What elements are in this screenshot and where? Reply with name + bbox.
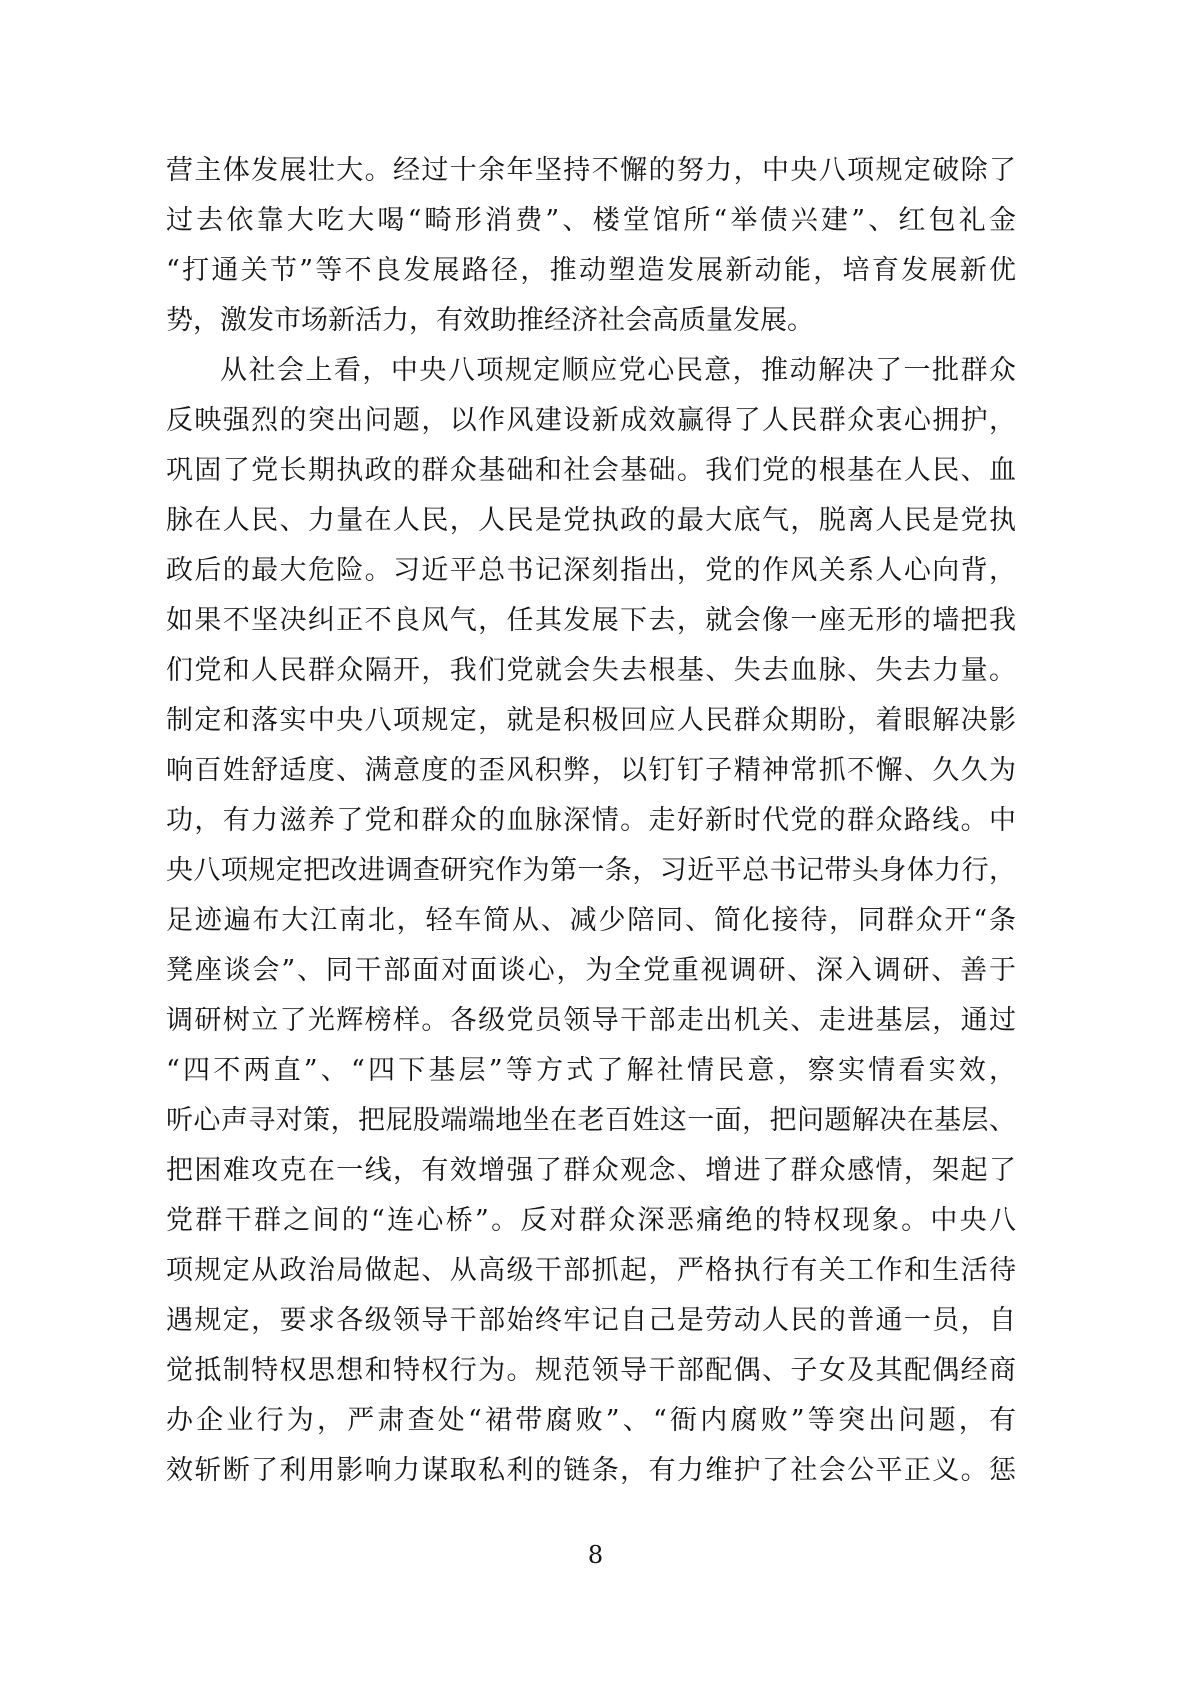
text-line: 过去依靠大吃大喝“畸形消费”、楼堂馆所“举债兴建”、红包礼金	[166, 205, 1016, 236]
text-line: 制定和落实中央八项规定，就是积极回应人民群众期盼，着眼解决影	[166, 705, 1016, 736]
text-line: 政后的最大危险。习近平总书记深刻指出，党的作风关系人心向背，	[166, 555, 1016, 586]
text-line: 巩固了党长期执政的群众基础和社会基础。我们党的根基在人民、血	[166, 455, 1016, 486]
document-body	[166, 146, 1016, 1496]
text-line: 功，有力滋养了党和群众的血脉深情。走好新时代党的群众路线。中	[166, 805, 1016, 836]
paragraph	[166, 346, 1016, 1496]
text-line: 遇规定，要求各级领导干部始终牢记自己是劳动人民的普通一员，自	[166, 1305, 1016, 1336]
text-line: 办企业行为，严肃查处“裙带腐败”、“衙内腐败”等突出问题，有	[166, 1405, 1016, 1436]
text-line: 把困难攻克在一线，有效增强了群众观念、增进了群众感情，架起了	[166, 1155, 1016, 1186]
text-line: 营主体发展壮大。经过十余年坚持不懈的努力，中央八项规定破除了	[166, 155, 1016, 186]
text-line: “打通关节”等不良发展路径，推动塑造发展新动能，培育发展新优	[166, 255, 1016, 286]
text-line: 们党和人民群众隔开，我们党就会失去根基、失去血脉、失去力量。	[166, 655, 1016, 686]
text-line: 响百姓舒适度、满意度的歪风积弊，以钉钉子精神常抓不懈、久久为	[166, 755, 1016, 786]
text-line: 足迹遍布大江南北，轻车简从、减少陪同、简化接待，同群众开“条	[166, 905, 1016, 936]
text-line: 觉抵制特权思想和特权行为。规范领导干部配偶、子女及其配偶经商	[166, 1355, 1016, 1386]
text-line: 调研树立了光辉榜样。各级党员领导干部走出机关、走进基层，通过	[166, 1005, 1016, 1036]
text-line: “四不两直”、“四下基层”等方式了解社情民意，察实情看实效，	[166, 1055, 1016, 1086]
text-line: 势，激发市场新活力，有效助推经济社会高质量发展。	[166, 305, 814, 336]
page-number: 8	[587, 1541, 604, 1569]
text-line: 央八项规定把改进调查研究作为第一条，习近平总书记带头身体力行，	[166, 855, 1016, 886]
text-line: 如果不坚决纠正不良风气，任其发展下去，就会像一座无形的墙把我	[166, 605, 1016, 636]
text-line: 听心声寻对策，把屁股端端地坐在老百姓这一面，把问题解决在基层、	[166, 1105, 1016, 1136]
text-line: 效斩断了利用影响力谋取私利的链条，有力维护了社会公平正义。惩	[166, 1455, 1016, 1486]
text-line: 凳座谈会”、同干部面对面谈心，为全党重视调研、深入调研、善于	[166, 955, 1016, 986]
text-line: 党群干群之间的“连心桥”。反对群众深恶痛绝的特权现象。中央八	[166, 1205, 1016, 1236]
text-line: 从社会上看，中央八项规定顺应党心民意，推动解决了一批群众	[220, 355, 1016, 386]
text-line: 脉在人民、力量在人民，人民是党执政的最大底气，脱离人民是党执	[166, 505, 1016, 536]
paragraph	[166, 146, 1016, 346]
text-line: 反映强烈的突出问题，以作风建设新成效赢得了人民群众衷心拥护，	[166, 405, 1016, 436]
text-line: 项规定从政治局做起、从高级干部抓起，严格执行有关工作和生活待	[166, 1255, 1016, 1286]
